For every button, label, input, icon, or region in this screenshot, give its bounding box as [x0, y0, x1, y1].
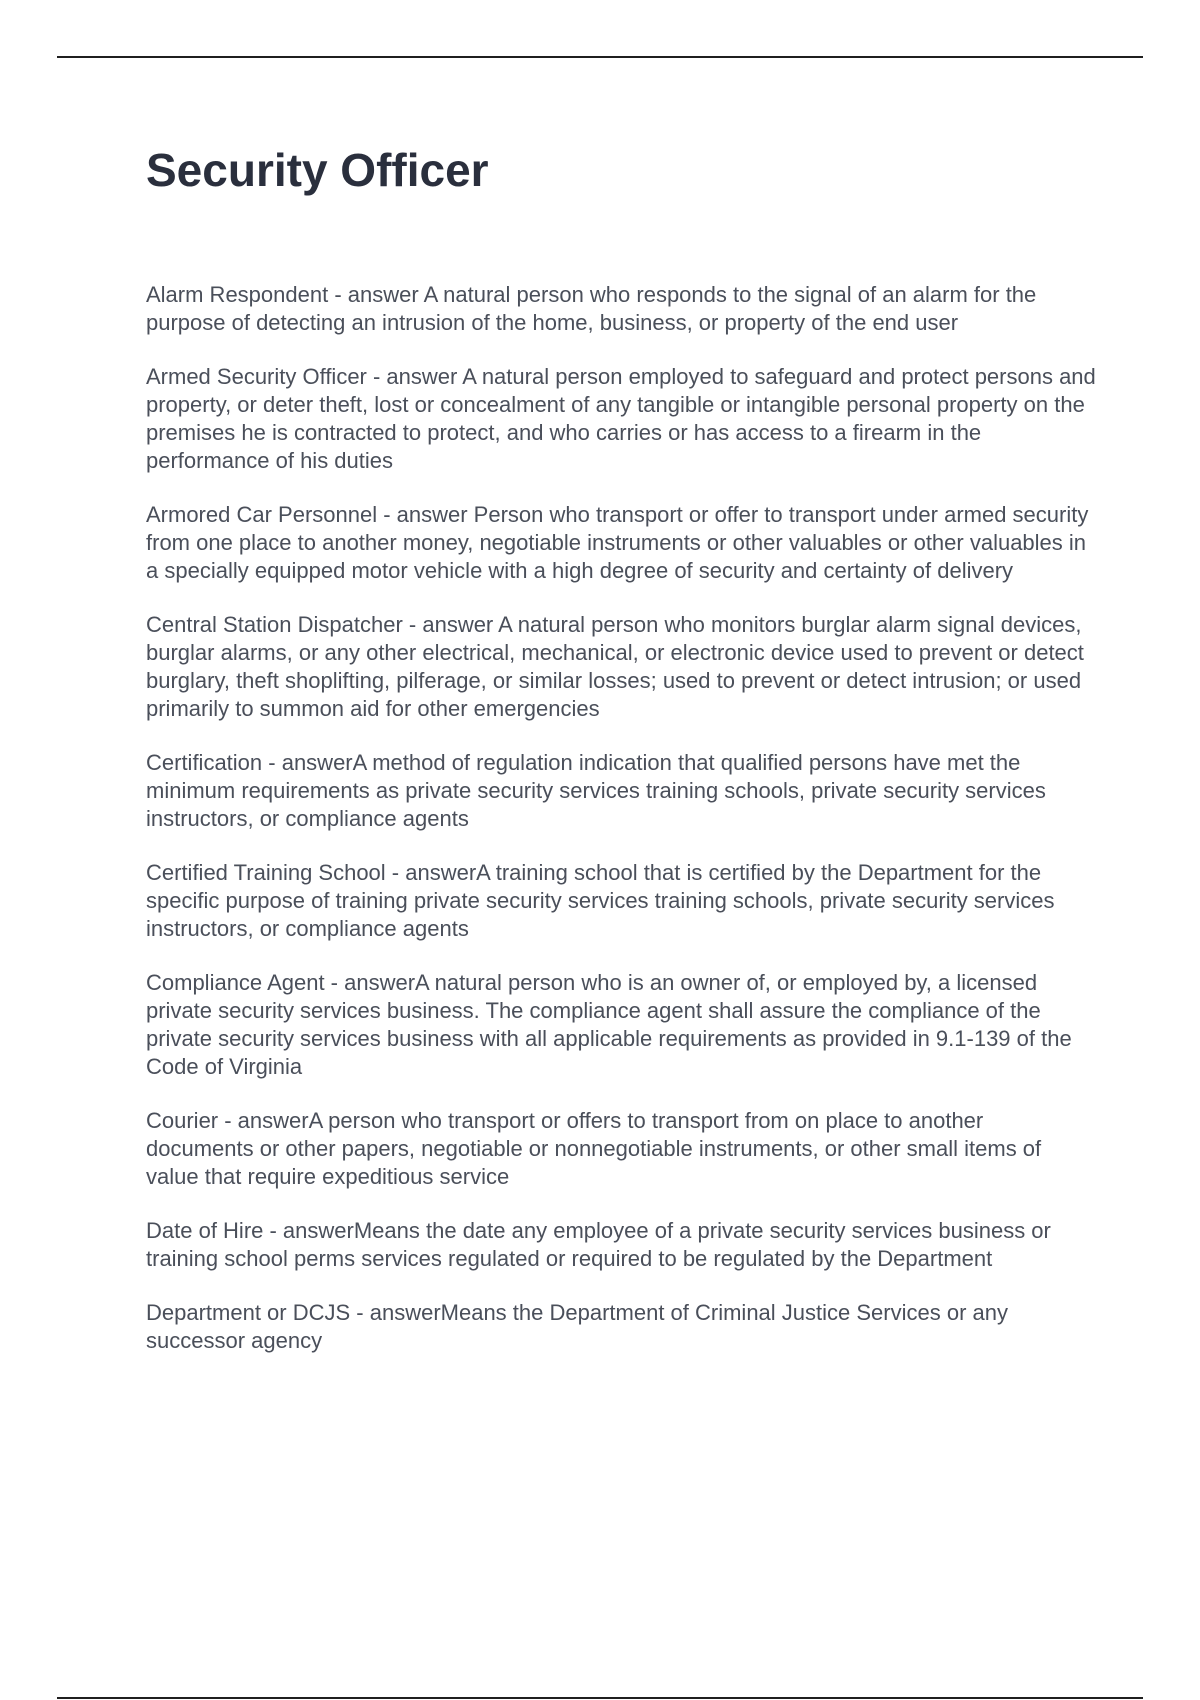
definition-list	[146, 281, 1096, 1355]
definition-entry: Compliance Agent - answerA natural person who is an owner of, or employed by, a licensed private security services business. The compliance agent shall assure the compliance of the private security services business with all applicable requirements as provided in 9.1-139 of the Code of Virginia	[146, 970, 1072, 1079]
page-title: Security Officer	[146, 144, 489, 196]
definition-entry: Armored Car Personnel - answer Person who transport or offer to transport under armed security from one place to another money, negotiable instruments or other valuables or other valuables in a specially equipped motor vehicle with a high degree of security and certainty of delivery	[146, 502, 1089, 583]
definition-entry: Date of Hire - answerMeans the date any employee of a private security services business or training school perms services regulated or required to be regulated by the Department	[146, 1218, 1051, 1271]
definition-entry: Courier - answerA person who transport or offers to transport from on place to another documents or other papers, negotiable or nonnegotiable instruments, or other small items of value that require expeditious service	[146, 1108, 1042, 1189]
page-content	[146, 140, 1096, 1381]
definition-entry: Certified Training School - answerA training school that is certified by the Department for the specific purpose of training private security services training schools, private security services instructors, or compliance agents	[146, 860, 1055, 941]
definition-entry: Certification - answerA method of regulation indication that qualified persons have met the minimum requirements as private security services training schools, private security services instructors, or compliance agents	[146, 750, 1046, 831]
definition-entry: Alarm Respondent - answer A natural person who responds to the signal of an alarm for the purpose of detecting an intrusion of the home, business, or property of the end user	[146, 282, 1037, 335]
definition-entry: Central Station Dispatcher - answer A natural person who monitors burglar alarm signal devices, burglar alarms, or any other electrical, mechanical, or electronic device used to prevent or detect burglary, theft shoplifting, pilferage, or similar losses; used to prevent or detect intrusion; or used primarily to summon aid for other emergencies	[146, 612, 1084, 721]
definition-entry: Armed Security Officer - answer A natural person employed to safeguard and protect persons and property, or deter theft, lost or concealment of any tangible or intangible personal property on the premises he is contracted to protect, and who carries or has access to a firearm in the performance of his duties	[146, 364, 1096, 473]
bottom-divider	[57, 1697, 1143, 1699]
top-divider	[57, 56, 1143, 58]
definition-entry: Department or DCJS - answerMeans the Department of Criminal Justice Services or any successor agency	[146, 1300, 1008, 1353]
